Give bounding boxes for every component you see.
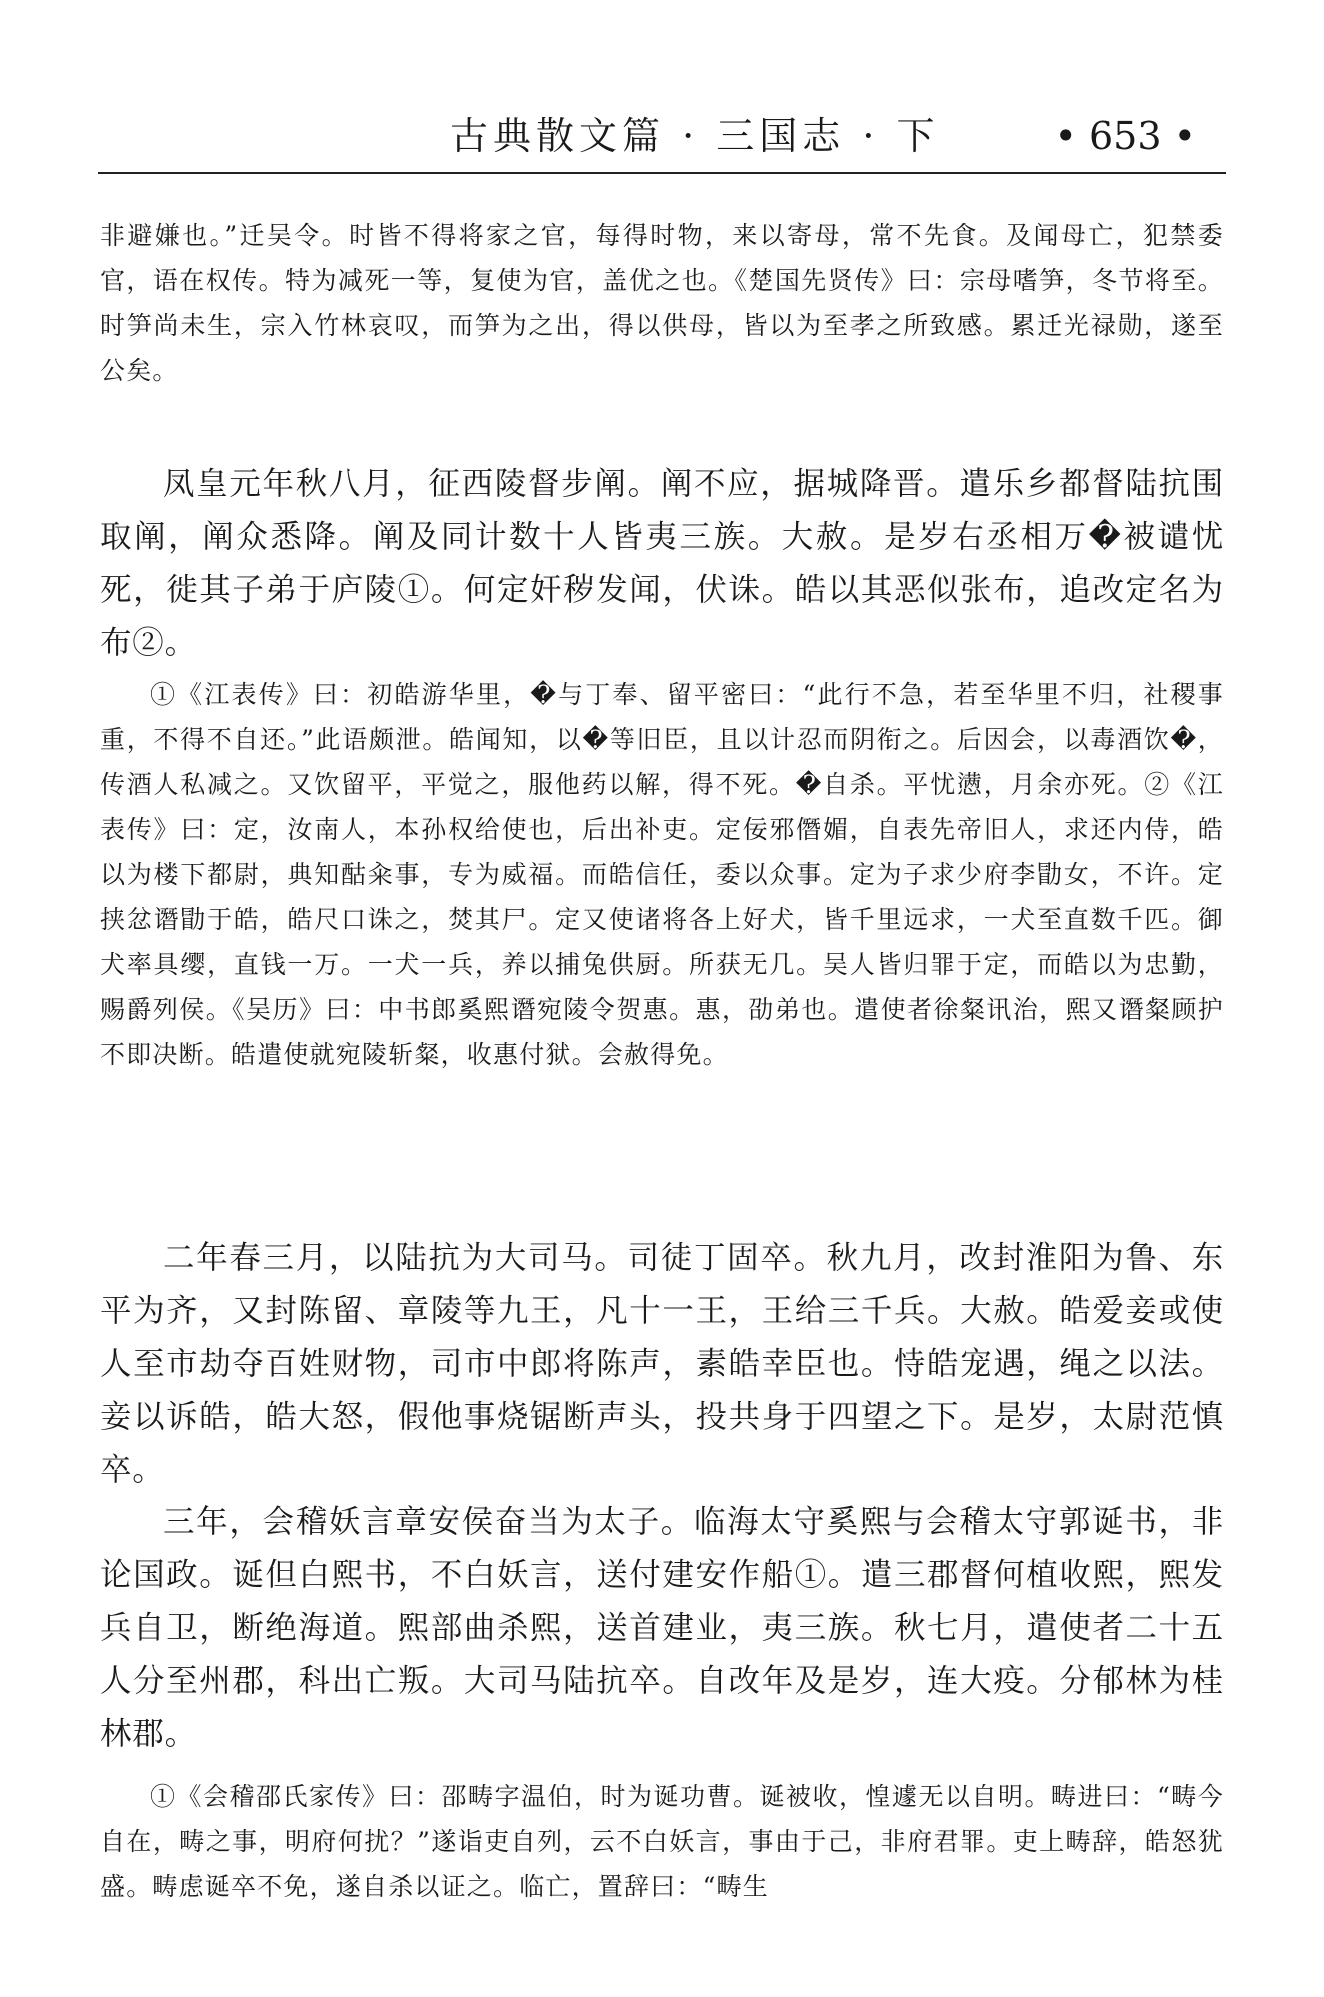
annotation-paragraph-middle: ①《江表传》曰：初皓游华里，�与丁奉、留平密曰：“此行不急，若至华里不归，社稷事重，不得不自还。”此语颇泄。皓闻知，以�等旧臣，且以计忍而阴衔之。后因会，以毒酒饮�，传酒人私减之。又饮留平，平觉之，服他药以解，得不死。�自杀。平忧懑，月余亦死。②《江表传》曰：定，汝南人，本孙权给使也，后出补吏。定佞邪僭媚，自表先帝旧人，求还内侍，皓以为楼下都尉，典知酤籴事，专为威福。而皓信任，委以众事。定为子求少府李勖女，不许。定挟忿谮勖于皓，皓尺口诛之，焚其尸。定又使诸将各上好犬，皆千里远求，一犬至直数千匹。御犬率具缨，直钱一万。一犬一兵，养以捕兔供厨。所获无几。吴人皆归罪于定，而皓以为忠勤，赐爵列侯。《吴历》曰：中书郎奚熙谮宛陵令贺惠。惠，劭弟也。遣使者徐粲讯治，熙又谮粲顾护不即决断。皓遣使就宛陵斩粲，收惠付狱。会赦得免。 (100, 680, 1224, 1069)
header-title: 古典散文篇 · 三国志 · 下 (450, 114, 940, 158)
body-paragraph-year3: 三年，会稽妖言章安侯奋当为太子。临海太守奚熙与会稽太守郭诞书，非论国政。诞但白熙书，不白妖言，送付建安作船①。遣三郡督何植收熙，熙发兵自卫，断绝海道。熙部曲杀熙，送首建业，夷三族。秋七月，遣使者二十五人分至州郡，科出亡叛。大司马陆抗卒。自改年及是岁，连大疫。分郁林为桂林郡。 (100, 1504, 1224, 1752)
page-number: • 653 • (1054, 114, 1196, 158)
annotation-paragraph-bottom: ①《会稽邵氏家传》曰：邵畴字温伯，时为诞功曹。诞被收，惶遽无以自明。畴进曰：“畴今自在，畴之事，明府何扰？”遂诣吏自列，云不白妖言，事由于己，非府君罪。吏上畴辞，皓怒犹盛。畴虑诞卒不免，遂自杀以证之。临亡，置辞曰：“畴生 (100, 1782, 1224, 1901)
running-header (98, 100, 1226, 174)
annotation-paragraph-top: 非避嫌也。”迁吴令。时皆不得将家之官，每得时物，来以寄母，常不先食。及闻母亡，犯禁委官，语在权传。特为减死一等，复使为官，盖优之也。《楚国先贤传》曰：宗母嗜笋，冬节将至。时笋尚未生，宗入竹林哀叹，而笋为之出，得以供母，皆以为至孝之所致感。累迁光禄勋，遂至公矣。 (100, 221, 1224, 385)
body-paragraph-fenghuang-year1: 凤皇元年秋八月，征西陵督步阐。阐不应，据城降晋。遣乐乡都督陆抗围取阐，阐众悉降。阐及同计数十人皆夷三族。大赦。是岁右丞相万�被谴忧死，徙其子弟于庐陵①。何定奸秽发闻，伏诛。皓以其恶似张布，追改定名为布②。 (100, 466, 1224, 661)
body-paragraph-year2: 二年春三月，以陆抗为大司马。司徒丁固卒。秋九月，改封淮阳为鲁、东平为齐，又封陈留、章陵等九王，凡十一王，王给三千兵。大赦。皓爱妾或使人至市劫夺百姓财物，司市中郎将陈声，素皓幸臣也。恃皓宠遇，绳之以法。妾以诉皓，皓大怒，假他事烧锯断声头，投共身于四望之下。是岁，太尉范慎卒。 (100, 1240, 1224, 1488)
